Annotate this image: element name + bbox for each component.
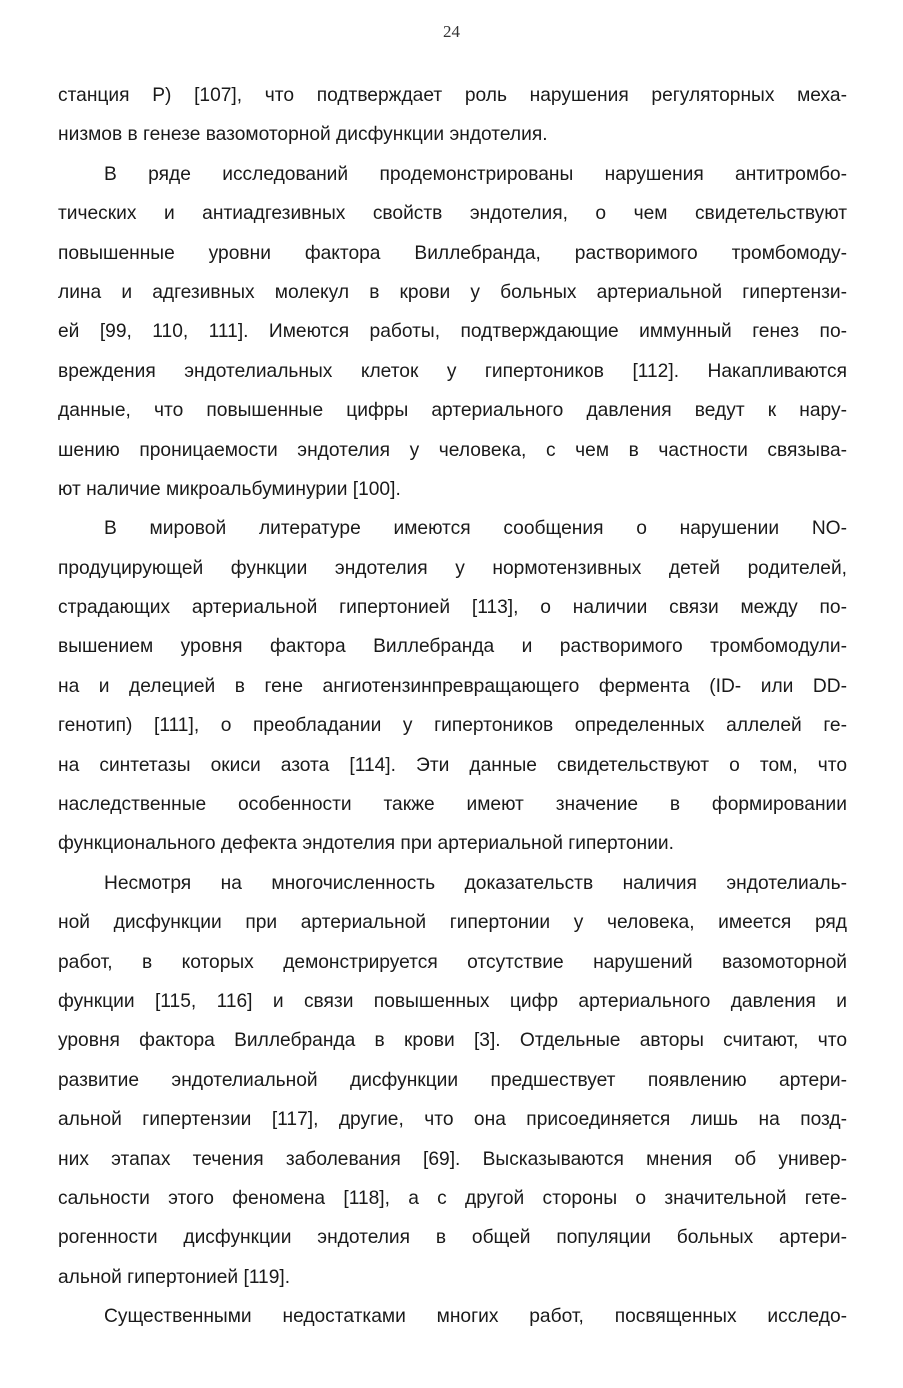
text-line: развитие эндотелиальной дисфункции предшествует появлению артери- — [58, 1069, 847, 1091]
text-line: страдающих артериальной гипертонией [113], о наличии связи между по- — [58, 597, 847, 619]
text-line: продуцирующей функции эндотелия у нормотензивных детей родителей, — [58, 557, 847, 579]
text-line: вышением уровня фактора Виллебранда и растворимого тромбомодули- — [58, 636, 847, 658]
paragraph — [58, 864, 847, 1297]
text-line: повышенные уровни фактора Виллебранда, растворимого тромбомоду- — [58, 242, 847, 264]
text-line: шению проницаемости эндотелия у человека, с чем в частности связыва- — [58, 439, 847, 461]
text-line: данные, что повышенные цифры артериального давления ведут к нару- — [58, 400, 847, 422]
paragraph — [58, 1297, 847, 1336]
paragraph — [58, 76, 847, 155]
text-line: лина и адгезивных молекул в крови у больных артериальной гипертензи- — [58, 281, 847, 303]
text-line: них этапах течения заболевания [69]. Высказываются мнения об универ- — [58, 1148, 847, 1170]
text-line: тических и антиадгезивных свойств эндотелия, о чем свидетельствуют — [58, 203, 847, 225]
text-line: наследственные особенности также имеют значение в формировании — [58, 794, 847, 816]
text-line: на и делецией в гене ангиотензинпревращающего фермента (ID- или DD- — [58, 675, 847, 697]
text-line: альной гипертензии [117], другие, что она присоединяется лишь на позд- — [58, 1109, 847, 1131]
text-line: ей [99, 110, 111]. Имеются работы, подтверждающие иммунный генез по- — [58, 321, 847, 343]
text-line: ной дисфункции при артериальной гипертонии у человека, имеется ряд — [58, 912, 847, 934]
paragraph — [58, 155, 847, 510]
text-line: функционального дефекта эндотелия при артериальной гипертонии. — [58, 833, 674, 855]
text-line: вреждения эндотелиальных клеток у гипертоников [112]. Накапливаются — [58, 360, 847, 382]
text-line: рогенности дисфункции эндотелия в общей популяции больных артери- — [58, 1227, 847, 1249]
text-line: альной гипертонией [119]. — [58, 1266, 291, 1288]
text-line: Существенными недостатками многих работ, посвященных исследо- — [104, 1306, 847, 1328]
text-line: Несмотря на многочисленность доказательств наличия эндотелиаль- — [104, 872, 847, 894]
text-line: В ряде исследований продемонстрированы нарушения антитромбо- — [104, 163, 847, 185]
text-line: низмов в генезе вазомоторной дисфункции эндотелия. — [58, 124, 548, 146]
paragraph — [58, 509, 847, 864]
document-body — [58, 76, 847, 1337]
text-line: уровня фактора Виллебранда в крови [3]. Отдельные авторы считают, что — [58, 1030, 847, 1052]
text-line: генотип) [111], о преобладании у гипертоников определенных аллелей ге- — [58, 715, 847, 737]
text-line: станция Р) [107], что подтверждает роль нарушения регуляторных меха- — [58, 85, 847, 106]
text-line: ют наличие микроальбуминурии [100]. — [58, 478, 401, 500]
page-number: 24 — [443, 22, 460, 41]
text-line: на синтетазы окиси азота [114]. Эти данные свидетельствуют о том, что — [58, 754, 847, 776]
text-line: В мировой литературе имеются сообщения о нарушении NO- — [104, 518, 847, 540]
text-line: сальности этого феномена [118], а с другой стороны о значительной гете- — [58, 1187, 847, 1209]
text-line: работ, в которых демонстрируется отсутствие нарушений вазомоторной — [58, 951, 847, 973]
text-line: функции [115, 116] и связи повышенных цифр артериального давления и — [58, 990, 847, 1012]
